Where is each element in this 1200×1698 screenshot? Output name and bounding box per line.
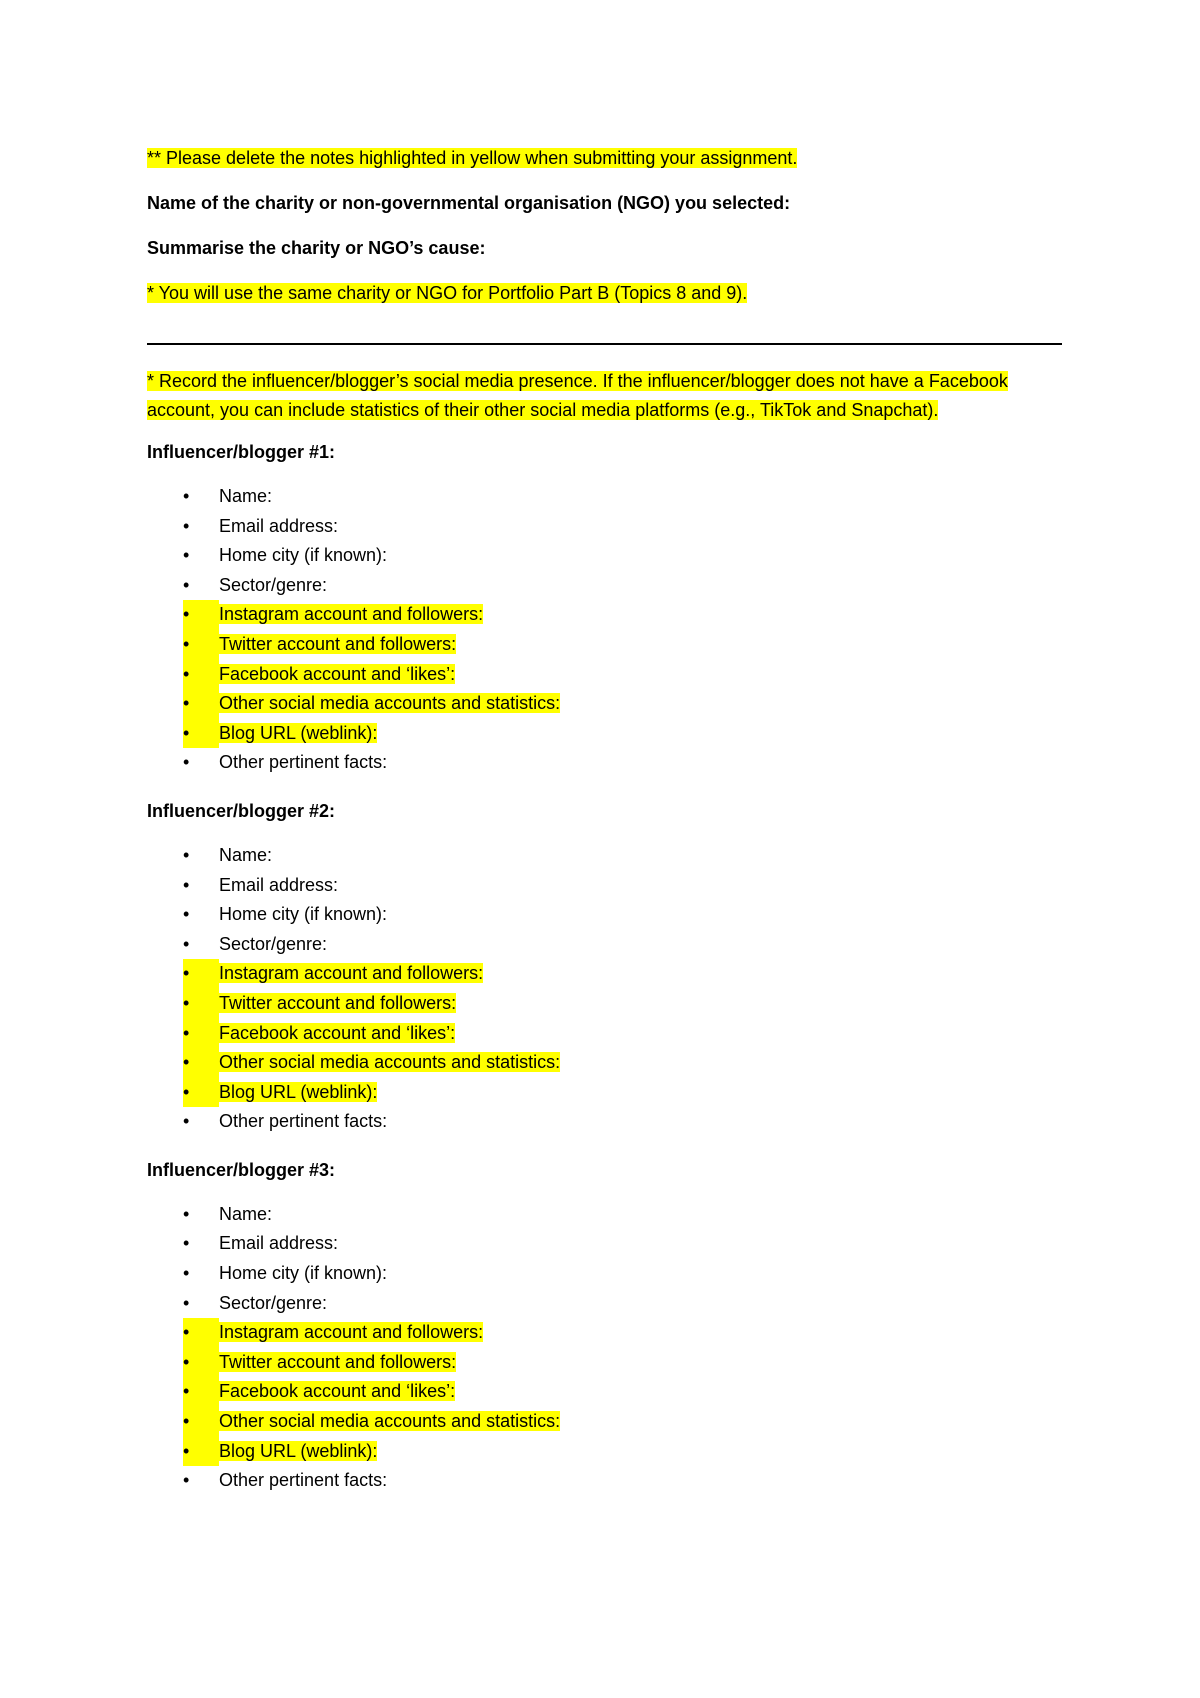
field-label: Email address: (219, 515, 339, 536)
field-label: Other social media accounts and statistics: (219, 1411, 561, 1432)
bullet-icon: • (183, 959, 219, 989)
field-label: Name: (219, 1203, 273, 1224)
influencer-sections (147, 440, 1062, 1496)
bullet-icon: • (183, 1019, 219, 1049)
field-label: Blog URL (weblink): (219, 1440, 378, 1461)
bullet-icon: • (183, 545, 190, 566)
influencer-section (147, 440, 1062, 778)
record-note-text: * Record the influencer/blogger’s social media presence. If the influencer/blogger does not have a Facebook account, you can include statistics of their other social media platforms (e.g., TikTok and Snapchat). (147, 371, 1008, 420)
field-label: Name: (219, 844, 273, 865)
horizontal-rule (147, 343, 1062, 345)
influencer-title: Influencer/blogger #3: (147, 1159, 336, 1180)
field-label: Blog URL (weblink): (219, 1081, 378, 1102)
bullet-icon: • (183, 1348, 219, 1378)
field-label: Other social media accounts and statistics: (219, 693, 561, 714)
list-item (147, 571, 1062, 601)
list-item (147, 1437, 1062, 1467)
field-label: Facebook account and ‘likes’: (219, 1381, 456, 1402)
document-page (147, 146, 1062, 1517)
field-label: Sector/genre: (219, 1292, 328, 1313)
bullet-icon: • (183, 660, 219, 690)
list-item (147, 1019, 1062, 1049)
field-label: Home city (if known): (219, 545, 388, 566)
field-label: Twitter account and followers: (219, 1351, 457, 1372)
bullet-icon: • (183, 752, 190, 773)
list-item (147, 1259, 1062, 1289)
influencer-title: Influencer/blogger #2: (147, 800, 336, 821)
bullet-icon: • (183, 574, 190, 595)
bullet-icon: • (183, 844, 190, 865)
delete-note (147, 146, 1062, 170)
bullet-icon: • (183, 989, 219, 1019)
bullet-icon: • (183, 630, 219, 660)
bullet-icon: • (183, 874, 190, 895)
bullet-icon: • (183, 1078, 219, 1108)
influencer-field-list (147, 1200, 1062, 1496)
field-label: Instagram account and followers: (219, 604, 484, 625)
list-item (147, 1407, 1062, 1437)
list-item (147, 1377, 1062, 1407)
bullet-icon: • (183, 1048, 219, 1078)
list-item (147, 989, 1062, 1019)
field-label: Instagram account and followers: (219, 963, 484, 984)
list-item (147, 1107, 1062, 1137)
list-item (147, 1348, 1062, 1378)
bullet-icon: • (183, 1233, 190, 1254)
list-item (147, 841, 1062, 871)
field-label: Sector/genre: (219, 574, 328, 595)
same-charity-note-text: * You will use the same charity or NGO for Portfolio Part B (Topics 8 and 9). (147, 283, 748, 303)
list-item (147, 1048, 1062, 1078)
list-item (147, 1229, 1062, 1259)
field-label: Facebook account and ‘likes’: (219, 1022, 456, 1043)
bullet-icon: • (183, 600, 219, 630)
list-item (147, 482, 1062, 512)
field-label: Other pertinent facts: (219, 1470, 388, 1491)
influencer-section (147, 799, 1062, 1137)
field-label: Blog URL (weblink): (219, 722, 378, 743)
list-item (147, 689, 1062, 719)
bullet-icon: • (183, 1203, 190, 1224)
same-charity-note (147, 281, 1062, 305)
field-label: Name: (219, 486, 273, 506)
list-item (147, 1078, 1062, 1108)
field-label: Other social media accounts and statistics: (219, 1052, 561, 1073)
influencer-field-list (147, 482, 1062, 778)
bullet-icon: • (183, 1407, 219, 1437)
bullet-icon: • (183, 1470, 190, 1491)
list-item (147, 1466, 1062, 1496)
bullet-icon: • (183, 719, 219, 749)
list-item (147, 630, 1062, 660)
record-note (147, 367, 1062, 425)
field-label: Home city (if known): (219, 1263, 388, 1284)
list-item (147, 1318, 1062, 1348)
list-item (147, 900, 1062, 930)
delete-note-text: ** Please delete the notes highlighted in yellow when submitting your assignment. (147, 148, 798, 168)
field-label: Email address: (219, 1233, 339, 1254)
list-item (147, 959, 1062, 989)
list-item (147, 748, 1062, 778)
bullet-icon: • (183, 1377, 219, 1407)
field-label: Sector/genre: (219, 933, 328, 954)
field-label: Twitter account and followers: (219, 633, 457, 654)
field-label: Twitter account and followers: (219, 992, 457, 1013)
bullet-icon: • (183, 515, 190, 536)
bullet-icon: • (183, 904, 190, 925)
field-label: Facebook account and ‘likes’: (219, 663, 456, 684)
influencer-title: Influencer/blogger #1: (147, 442, 336, 462)
influencer-field-list (147, 841, 1062, 1137)
field-label: Home city (if known): (219, 904, 388, 925)
field-label: Email address: (219, 874, 339, 895)
bullet-icon: • (183, 486, 190, 506)
bullet-icon: • (183, 1292, 190, 1313)
influencer-section (147, 1158, 1062, 1496)
list-item (147, 541, 1062, 571)
charity-name-label: Name of the charity or non-governmental organisation (NGO) you selected: (147, 193, 791, 213)
bullet-icon: • (183, 1318, 219, 1348)
bullet-icon: • (183, 933, 190, 954)
field-label: Other pertinent facts: (219, 752, 388, 773)
list-item (147, 1289, 1062, 1319)
list-item (147, 600, 1062, 630)
list-item (147, 871, 1062, 901)
field-label: Instagram account and followers: (219, 1322, 484, 1343)
bullet-icon: • (183, 1111, 190, 1132)
bullet-icon: • (183, 689, 219, 719)
list-item (147, 512, 1062, 542)
list-item (147, 719, 1062, 749)
bullet-icon: • (183, 1263, 190, 1284)
cause-label: Summarise the charity or NGO’s cause: (147, 238, 486, 258)
field-label: Other pertinent facts: (219, 1111, 388, 1132)
list-item (147, 1200, 1062, 1230)
list-item (147, 660, 1062, 690)
bullet-icon: • (183, 1437, 219, 1467)
list-item (147, 930, 1062, 960)
